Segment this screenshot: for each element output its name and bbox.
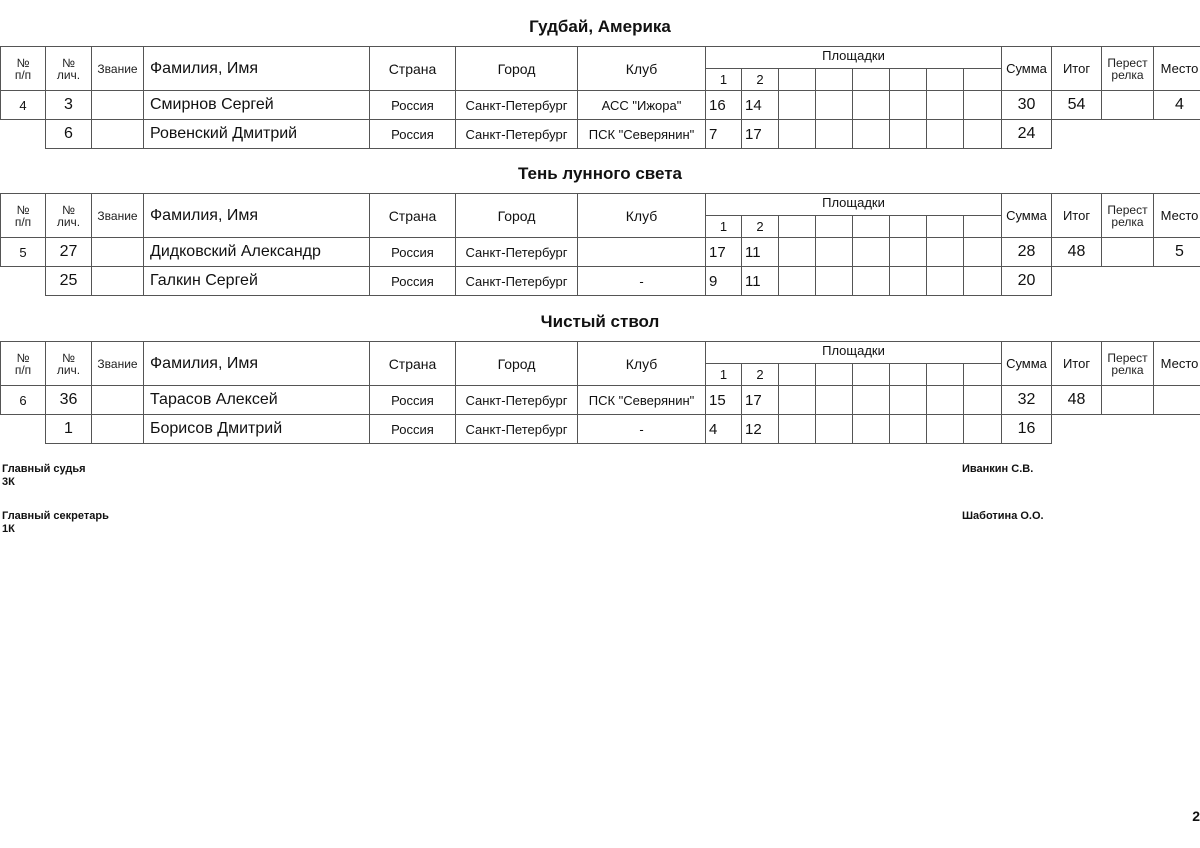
cell-empty [1154,267,1200,296]
cell-platform-empty [779,91,816,120]
cell-num-empty [1,415,46,444]
cell-num-empty [1,120,46,149]
cell-platform-empty [853,120,890,149]
cell-platform-1: 7 [706,120,742,149]
cell-city: Санкт-Петербург [456,120,578,149]
header-rank: Звание [92,194,144,238]
cell-rank [92,267,144,296]
cell-platform-1: 16 [706,91,742,120]
header-shootoff [1102,47,1154,91]
header-platform-empty [779,216,816,238]
cell-platform-1: 15 [706,386,742,415]
header-platforms [706,47,1002,69]
cell-platform-2: 12 [742,415,779,444]
header-platform-empty [779,364,816,386]
header-platform-empty [890,364,927,386]
cell-empty [1052,267,1102,296]
cell-platform-empty [927,415,964,444]
chief-secretary-block [2,510,109,536]
table-row [1,120,1200,149]
cell-rank [92,238,144,267]
cell-platform-empty [816,238,853,267]
header-platform-empty [779,69,816,91]
cell-club: - [578,267,706,296]
header-club: Клуб [578,194,706,238]
cell-shootoff [1102,238,1154,267]
header-country: Страна [370,194,456,238]
header-platform-1: 1 [706,69,742,91]
cell-total: 48 [1052,238,1102,267]
cell-platform-empty [853,91,890,120]
cell-rank [92,91,144,120]
header-shootoff-line-2: релка [1111,362,1144,377]
cell-platform-empty [816,120,853,149]
cell-city: Санкт-Петербург [456,415,578,444]
cell-name: Смирнов Сергей [144,91,370,120]
chief-judge-block [2,463,86,489]
header-club: Клуб [578,342,706,386]
team-results-table [0,193,1200,296]
cell-num: 4 [1,91,46,120]
cell-empty [1154,120,1200,149]
cell-platform-empty [816,91,853,120]
cell-platform-empty [964,386,1002,415]
header-num-line-1: № [16,55,30,70]
table-row [1,267,1200,296]
cell-sum: 30 [1002,91,1052,120]
header-platform-empty [853,69,890,91]
chief-secretary-grade: 1К [2,523,15,535]
cell-country: Россия [370,267,456,296]
cell-num: 5 [1,238,46,267]
header-num-line-2: п/п [14,214,32,229]
header-platform-2: 2 [742,216,779,238]
cell-platform-empty [779,238,816,267]
cell-platform-empty [890,120,927,149]
header-num-line-1: № [16,202,30,217]
cell-platform-empty [890,415,927,444]
cell-platform-empty [964,267,1002,296]
header-shootoff-line-2: релка [1111,67,1144,82]
cell-platform-2: 17 [742,386,779,415]
cell-shootoff [1102,91,1154,120]
cell-num-empty [1,267,46,296]
header-platform-2: 2 [742,69,779,91]
cell-platform-empty [816,415,853,444]
header-platform-empty [853,216,890,238]
cell-club: АСС "Ижора" [578,91,706,120]
header-platform-empty [890,216,927,238]
cell-license: 27 [46,238,92,267]
cell-country: Россия [370,415,456,444]
cell-empty [1102,415,1154,444]
cell-platform-empty [927,91,964,120]
table-row [1,386,1200,415]
cell-platform-empty [890,238,927,267]
cell-platform-empty [964,415,1002,444]
cell-club: - [578,415,706,444]
header-city: Город [456,194,578,238]
header-platforms [706,194,1002,216]
header-num-line-2: п/п [14,362,32,377]
cell-country: Россия [370,238,456,267]
team-title: Чистый ствол [540,312,660,331]
page-number: 2 [1192,808,1200,824]
header-num [1,342,46,386]
cell-platform-2: 17 [742,120,779,149]
cell-platform-empty [927,238,964,267]
header-platform-2: 2 [742,364,779,386]
header-platform-empty [816,364,853,386]
header-license [46,342,92,386]
header-shootoff-line-2: релка [1111,214,1144,229]
cell-sum: 32 [1002,386,1052,415]
cell-empty [1102,267,1154,296]
header-platform-1: 1 [706,364,742,386]
cell-platform-empty [853,386,890,415]
cell-city: Санкт-Петербург [456,267,578,296]
cell-club: ПСК "Северянин" [578,120,706,149]
cell-platform-empty [816,386,853,415]
header-place: Место [1154,194,1200,238]
chief-judge-label: Главный судья [2,463,86,475]
header-license-line-2: лич. [56,67,81,82]
header-platform-empty [890,69,927,91]
cell-total: 54 [1052,91,1102,120]
cell-license: 6 [46,120,92,149]
header-platform-empty [816,216,853,238]
header-num-line-2: п/п [14,67,32,82]
cell-country: Россия [370,120,456,149]
cell-place: 4 [1154,91,1200,120]
header-license-line-1: № [62,55,75,70]
header-license-line-1: № [62,202,75,217]
cell-license: 1 [46,415,92,444]
cell-empty [1052,415,1102,444]
header-sum: Сумма [1002,342,1052,386]
cell-platform-empty [816,267,853,296]
table-header-row [1,47,1200,69]
header-shootoff [1102,194,1154,238]
cell-num: 6 [1,386,46,415]
header-total: Итог [1052,194,1102,238]
table-row [1,238,1200,267]
chief-secretary-label: Главный секретарь [2,510,109,522]
cell-platform-empty [964,238,1002,267]
cell-country: Россия [370,91,456,120]
team-title: Тень лунного света [517,164,683,183]
header-license-line-1: № [62,350,75,365]
header-license [46,194,92,238]
platforms-label: Площадки [822,343,885,358]
cell-license: 3 [46,91,92,120]
cell-city: Санкт-Петербург [456,238,578,267]
team-title: Гудбай, Америка [529,17,671,36]
cell-name: Тарасов Алексей [144,386,370,415]
cell-total: 48 [1052,386,1102,415]
header-total: Итог [1052,342,1102,386]
header-shootoff-line-1: Перест [1107,202,1148,217]
cell-shootoff [1102,386,1154,415]
cell-name: Борисов Дмитрий [144,415,370,444]
header-platform-empty [964,216,1002,238]
cell-platform-empty [853,415,890,444]
cell-platform-2: 11 [742,238,779,267]
cell-platform-empty [964,120,1002,149]
header-platform-empty [964,69,1002,91]
header-platform-empty [927,69,964,91]
header-club: Клуб [578,47,706,91]
cell-platform-1: 17 [706,238,742,267]
table-header-row [1,342,1200,364]
header-platform-empty [927,364,964,386]
header-platform-empty [816,69,853,91]
header-sum: Сумма [1002,194,1052,238]
cell-platform-empty [890,91,927,120]
chief-judge-grade: 3К [2,476,15,488]
cell-platform-empty [853,238,890,267]
cell-country: Россия [370,386,456,415]
cell-platform-empty [927,267,964,296]
header-city: Город [456,342,578,386]
header-num-line-1: № [16,350,30,365]
header-rank: Звание [92,47,144,91]
cell-sum: 16 [1002,415,1052,444]
table-row [1,415,1200,444]
header-country: Страна [370,47,456,91]
table-row [1,91,1200,120]
header-name: Фамилия, Имя [144,342,370,386]
header-platform-1: 1 [706,216,742,238]
team-results-table [0,341,1200,444]
cell-name: Дидковский Александр [144,238,370,267]
cell-empty [1102,120,1154,149]
header-platforms [706,342,1002,364]
cell-city: Санкт-Петербург [456,386,578,415]
cell-platform-empty [853,267,890,296]
cell-empty [1052,120,1102,149]
header-shootoff-line-1: Перест [1107,55,1148,70]
cell-place [1154,386,1200,415]
header-place: Место [1154,47,1200,91]
cell-name: Галкин Сергей [144,267,370,296]
cell-platform-2: 11 [742,267,779,296]
chief-secretary-name: Шаботина О.О. [962,510,1044,522]
cell-empty [1154,415,1200,444]
header-city: Город [456,47,578,91]
cell-platform-empty [779,386,816,415]
platforms-label: Площадки [822,195,885,210]
header-platform-empty [853,364,890,386]
cell-platform-1: 4 [706,415,742,444]
cell-platform-empty [927,120,964,149]
cell-license: 25 [46,267,92,296]
header-rank: Звание [92,342,144,386]
header-license [46,47,92,91]
cell-platform-2: 14 [742,91,779,120]
header-name: Фамилия, Имя [144,47,370,91]
cell-club [578,238,706,267]
cell-platform-1: 9 [706,267,742,296]
platforms-label: Площадки [822,48,885,63]
header-country: Страна [370,342,456,386]
cell-rank [92,386,144,415]
cell-license: 36 [46,386,92,415]
chief-judge-name: Иванкин С.В. [962,463,1034,475]
cell-platform-empty [964,91,1002,120]
header-name: Фамилия, Имя [144,194,370,238]
cell-sum: 24 [1002,120,1052,149]
cell-platform-empty [779,415,816,444]
team-results-table [0,46,1200,149]
header-license-line-2: лич. [56,214,81,229]
header-platform-empty [964,364,1002,386]
header-platform-empty [927,216,964,238]
header-place: Место [1154,342,1200,386]
header-license-line-2: лич. [56,362,81,377]
table-header-row [1,194,1200,216]
header-sum: Сумма [1002,47,1052,91]
cell-place: 5 [1154,238,1200,267]
cell-name: Ровенский Дмитрий [144,120,370,149]
header-shootoff-line-1: Перест [1107,350,1148,365]
cell-sum: 28 [1002,238,1052,267]
cell-platform-empty [890,267,927,296]
cell-sum: 20 [1002,267,1052,296]
cell-club: ПСК "Северянин" [578,386,706,415]
cell-platform-empty [927,386,964,415]
cell-platform-empty [779,120,816,149]
cell-platform-empty [890,386,927,415]
header-total: Итог [1052,47,1102,91]
header-shootoff [1102,342,1154,386]
header-num [1,194,46,238]
cell-platform-empty [779,267,816,296]
cell-rank [92,415,144,444]
cell-rank [92,120,144,149]
cell-city: Санкт-Петербург [456,91,578,120]
header-num [1,47,46,91]
